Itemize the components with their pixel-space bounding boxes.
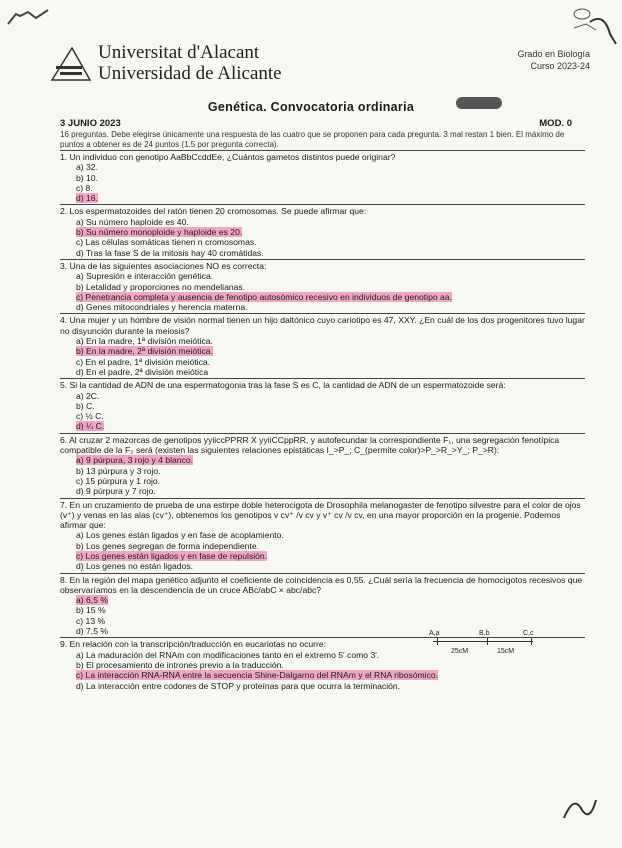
answer-option[interactable]: b) El procesamiento de intrones previo a la traducción.: [76, 659, 284, 670]
question-8: [60, 573, 585, 637]
answer-option[interactable]: b) 15 %: [76, 605, 106, 616]
question-text: 8. En la región del mapa genético adjunto el coeficiente de coincidencia es 0,55. ¿Cuál sería la frecuencia de homocigotos recesivos que observaríamos en la descendencia de un cruce ABc/abC × abc/abc?: [60, 574, 583, 595]
locus-label: C,c: [523, 630, 534, 637]
question-text: 5. Si la cantidad de ADN de una espermatogonia tras la fase S es C, la cantidad de ADN de un espermatozoide será:: [60, 380, 506, 391]
handwritten-mark-icon: [560, 792, 600, 824]
answer-option[interactable]: a) Su número haploide es 40.: [76, 216, 189, 227]
answer-option[interactable]: a) 9 púrpura, 3 rojo y 4 blanco.: [76, 455, 194, 466]
answer-option[interactable]: c) Penetrancia completa y ausencia de fenotipo autosómico recesivo en individuos de genotipo aa.: [76, 291, 452, 302]
degree-label: Grado en Biología: [517, 49, 590, 59]
exam-header: [50, 40, 590, 90]
locus-label: B,b: [479, 630, 490, 637]
chromosome-line: [433, 641, 533, 642]
answer-option[interactable]: c) Los genes están ligados y en fase de repulsión.: [76, 550, 268, 561]
university-name: [98, 42, 282, 84]
answer-option[interactable]: d) 16.: [76, 193, 98, 204]
answer-option[interactable]: d) Tras la fase S de la mitosis hay 40 cromátidas.: [76, 247, 264, 258]
distance-label: 15cM: [497, 648, 515, 655]
question-list: [60, 150, 585, 692]
university-logo-icon: [50, 46, 92, 82]
distance-label: 25cM: [451, 648, 469, 655]
answer-option[interactable]: d) Genes mitocondriales y herencia materna.: [76, 302, 248, 313]
answer-option[interactable]: c) 8.: [76, 182, 93, 193]
answer-option[interactable]: d) 9 púrpura y 7 rojo.: [76, 486, 156, 497]
answer-option[interactable]: d) En el padre, 2ª división meiótica: [76, 366, 209, 377]
question-3: [60, 259, 585, 312]
exam-model: MOD. 0: [539, 118, 572, 129]
question-4: [60, 313, 585, 377]
answer-option[interactable]: a) Los genes están ligados y en fase de acoplamiento.: [76, 530, 284, 541]
question-text: 2. Los espermatozoides del ratón tienen 20 cromosomas. Se puede afirmar que:: [60, 206, 367, 217]
question-5: [60, 378, 585, 431]
question-text: 1. Un individuo con genotipo AaBbCcddEe, ¿Cuántos gametos distintos puede originar?: [60, 152, 396, 162]
answer-option[interactable]: a) Supresión e interacción genética.: [76, 271, 214, 282]
exam-instructions: 16 preguntas. Debe elegirse únicamente una respuesta de las cuatro que se proponen para cada pregunta. 3 mal restan 1 bien. El máximo de puntos a obtener es de 24 puntos (1.5 por pregunta correcta).: [60, 130, 565, 149]
answer-option[interactable]: a) 6,5 %: [76, 595, 109, 606]
answer-option[interactable]: d) La interacción entre codones de STOP y proteínas para que ocurra la terminación.: [76, 680, 401, 691]
answer-option[interactable]: a) La maduración del RNAm con modificaciones tanto en el extremo 5' como 3'.: [76, 649, 380, 660]
stamp-mark: [456, 97, 502, 109]
university-name-ca: Universitat d'Alacant: [98, 42, 260, 63]
question-2: [60, 204, 585, 257]
university-name-es: Universidad de Alicante: [98, 63, 282, 84]
question-text: 6. Al cruzar 2 mazorcas de genotipos yyiiccPPRR X yyiiCCppRR, y autofecundar la correspondiente F₁, una segregación fenotípica compatible de la F₂ será (existen las siguientes relaciones epistáticas I_>P_; C_(permite color)>P_>R_>Y_; P_>R):: [60, 434, 560, 456]
question-7: [60, 498, 585, 572]
answer-option[interactable]: c) ½ C.: [76, 411, 104, 422]
locus-tick: [487, 638, 488, 645]
answer-option[interactable]: c) La interacción RNA-RNA entre la secuencia Shine-Dalgarno del RNAm y el RNA ribosómico.: [76, 670, 439, 681]
answer-option[interactable]: d) ¼ C.: [76, 421, 105, 432]
locus-tick: [531, 638, 532, 645]
question-text: 7. En un cruzamiento de prueba de una estirpe doble heterocigota de Drosophila melanogaster de fenotipo silvestre para el color de ojos (v⁺) y venas en las alas (cv⁺), obtenemos los genotipos v cv⁺ /v cv y v⁺ cv /v cv, en una mayor proporción en la progenie. Podemos afirmar que:: [60, 499, 581, 531]
answer-option[interactable]: a) En la madre, 1ª división meiótica.: [76, 336, 213, 347]
answer-option[interactable]: b) Letalidad y proporciones no mendelianas.: [76, 281, 246, 292]
answer-option[interactable]: a) 32.: [76, 162, 98, 173]
answer-option[interactable]: b) Su número monoploide y haploide es 20.: [76, 227, 243, 238]
course-year: Curso 2023-24: [530, 61, 590, 71]
answer-option[interactable]: b) 13 púrpura y 3 rojo.: [76, 465, 161, 476]
pen-scribble-icon: [6, 6, 56, 28]
genetic-map: [425, 630, 540, 662]
exam-title: Genética. Convocatoria ordinaria: [207, 100, 415, 114]
question-6: [60, 433, 585, 497]
answer-option[interactable]: b) C.: [76, 400, 95, 411]
question-text: 9. En relación con la transcripción/traducción en eucariotas no ocurre:: [60, 639, 327, 650]
question-text: 4. Una mujer y un hombre de visión normal tienen un hijo daltónico cuyo cariotipo es 47, XXY. ¿En cuál de los dos progenitores tuvo lugar no disyunción durante la meiosis?: [60, 315, 585, 336]
answer-option[interactable]: c) En el padre, 1ª división meiótica.: [76, 356, 211, 367]
answer-option[interactable]: a) 2C.: [76, 390, 100, 401]
answer-option[interactable]: d) 7,5 %: [76, 626, 109, 637]
course-info: [517, 48, 590, 72]
exam-date: 3 JUNIO 2023: [60, 118, 121, 129]
locus-tick: [437, 638, 438, 645]
locus-label: A,a: [429, 630, 440, 637]
answer-option[interactable]: c) 15 púrpura y 1 rojo.: [76, 475, 161, 486]
answer-option[interactable]: b) En la madre, 2ª división meiótica.: [76, 346, 213, 357]
answer-option[interactable]: b) 10.: [76, 172, 98, 183]
question-text: 3. Una de las siguientes asociaciones NO es correcta:: [60, 260, 267, 271]
answer-option[interactable]: d) Los genes no están ligados.: [76, 561, 194, 572]
answer-option[interactable]: c) 13 %: [76, 615, 106, 626]
answer-option[interactable]: c) Las células somáticas tienen n cromosomas.: [76, 237, 257, 248]
answer-option[interactable]: b) Los genes segregan de forma independiente.: [76, 540, 259, 551]
question-1: [60, 150, 585, 203]
